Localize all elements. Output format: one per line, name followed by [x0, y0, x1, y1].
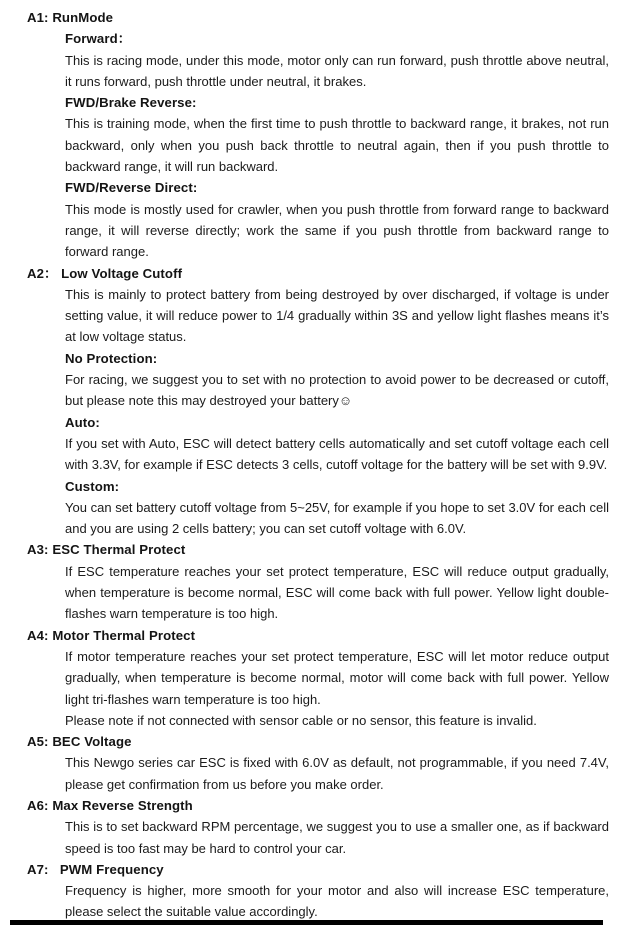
section-heading: A3: ESC Thermal Protect	[27, 542, 186, 558]
paragraph: This is training mode, when the first time to push throttle to backward range, it brakes, not run backward, only when you push back throttle to neutral again, then if you push throttle to backward range, it will run backward.	[65, 116, 609, 175]
section-heading: A7: PWM Frequency	[27, 861, 164, 877]
subsection-heading: Forward：	[65, 31, 132, 47]
settings-section	[27, 263, 609, 540]
paragraph: For racing, we suggest you to set with no protection to avoid power to be decreased or cutoff, but please note this may destroyed your battery☺	[65, 372, 609, 409]
settings-section	[27, 539, 609, 624]
section-heading: A5: BEC Voltage	[27, 734, 132, 750]
paragraph: This mode is mostly used for crawler, when you push throttle from forward range to backward range, it will reverse directly; work the same if you push throttle from backward range to forward range.	[65, 201, 609, 260]
section-heading: A2： Low Voltage Cutoff	[27, 265, 183, 281]
settings-section	[27, 859, 609, 923]
paragraph: If ESC temperature reaches your set protect temperature, ESC will reduce output gradually, when temperature is become normal, ESC will come back with full power. Yellow light double-flashes warn temperature is too high.	[65, 563, 609, 622]
subsection-heading: Custom:	[65, 478, 120, 494]
settings-section	[27, 731, 609, 795]
subsection-heading: Auto:	[65, 414, 100, 430]
paragraph: You can set battery cutoff voltage from 5~25V, for example if you hope to set 3.0V for each cell and you are using 2 cells battery; you can set cutoff voltage with 6.0V.	[65, 499, 609, 537]
paragraph: This is mainly to protect battery from being destroyed by over discharged, if voltage is under setting value, it will reduce power to 1/4 gradually within 3S and yellow light flashes means it’s at low voltage status.	[65, 286, 609, 345]
section-heading: A6: Max Reverse Strength	[27, 797, 193, 813]
paragraph: Frequency is higher, more smooth for your motor and also will increase ESC temperature, please select the suitable value accordingly.	[65, 883, 609, 920]
document-body	[27, 7, 609, 923]
settings-section	[27, 7, 609, 263]
paragraph: If motor temperature reaches your set protect temperature, ESC will let motor reduce output gradually, when temperature is become normal, motor will come back with full power. Yellow light tri-flashes warn temperature is too high.	[65, 648, 609, 707]
subsection-heading: No Protection:	[65, 350, 158, 366]
settings-section	[27, 795, 609, 859]
settings-section	[27, 625, 609, 731]
subsection-heading: FWD/Reverse Direct:	[65, 180, 198, 196]
subsection-heading: FWD/Brake Reverse:	[65, 95, 197, 111]
section-heading: A4: Motor Thermal Protect	[27, 627, 196, 643]
paragraph: This is to set backward RPM percentage, we suggest you to use a smaller one, as if backward speed is too fast may be hard to control your car.	[65, 819, 609, 856]
paragraph: Please note if not connected with sensor cable or no sensor, this feature is invalid.	[65, 712, 537, 728]
section-heading: A1: RunMode	[27, 10, 114, 25]
bottom-divider-rule	[10, 920, 603, 925]
paragraph: This is racing mode, under this mode, motor only can run forward, push throttle above neutral, it runs forward, push throttle under neutral, it brakes.	[65, 52, 609, 89]
paragraph: This Newgo series car ESC is fixed with 6.0V as default, not programmable, if you need 7.4V, please get confirmation from us before you make order.	[65, 755, 609, 792]
paragraph: If you set with Auto, ESC will detect battery cells automatically and set cutoff voltage each cell with 3.3V, for example if ESC detects 3 cells, cutoff voltage for the battery will be set with 9.9V.	[65, 435, 609, 473]
